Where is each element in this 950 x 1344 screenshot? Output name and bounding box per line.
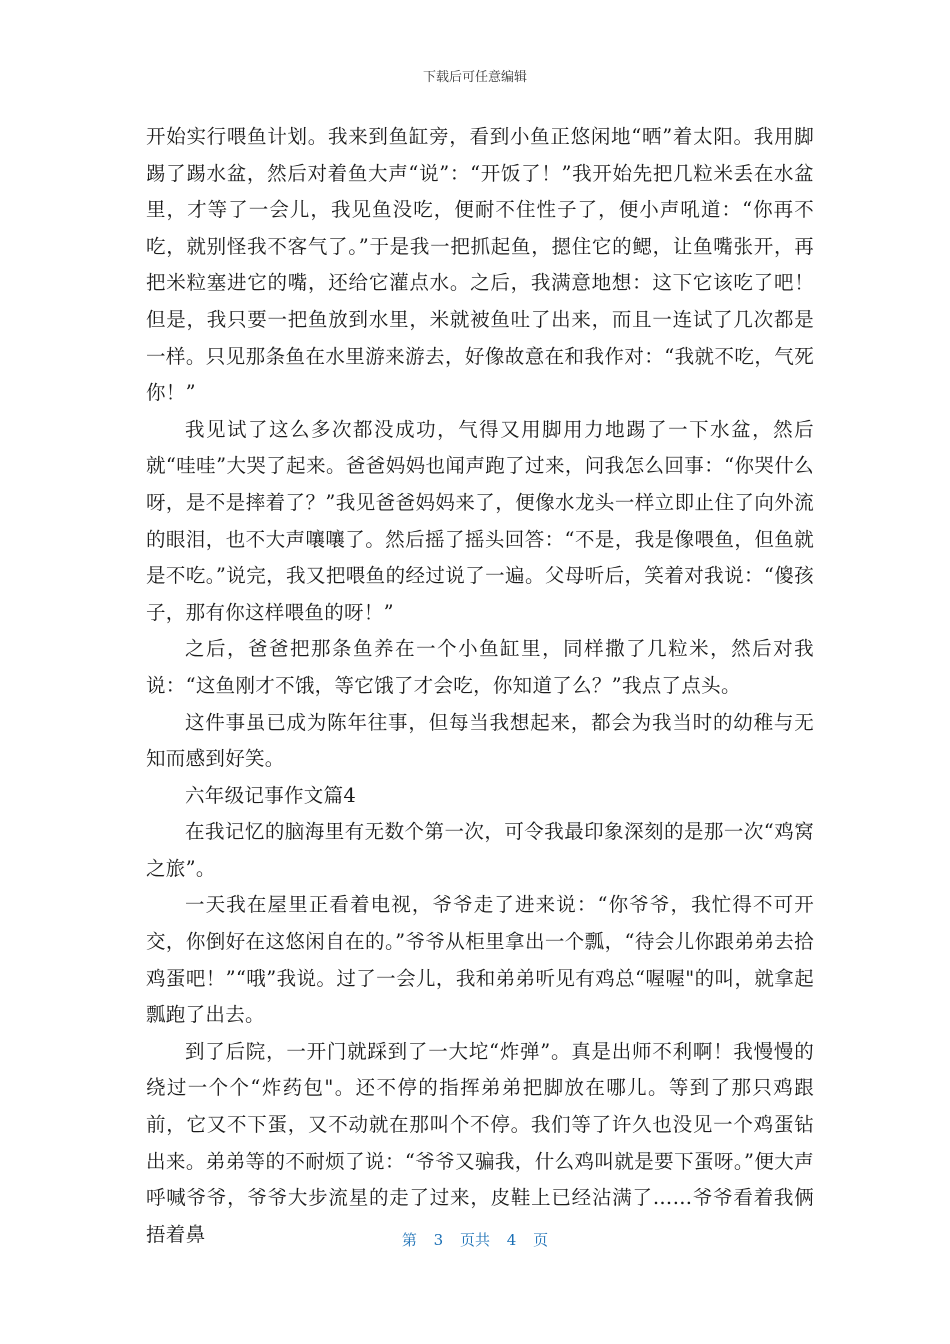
document-body — [146, 119, 814, 1253]
paragraph: 这件事虽已成为陈年往事，但每当我想起来，都会为我当时的幼稚与无知而感到好笑。 — [146, 710, 814, 771]
section-heading: 六年级记事作文篇4 — [185, 783, 357, 807]
paragraph: 一天我在屋里正看着电视，爷爷走了进来说：“你爷爷，我忙得不可开交，你倒好在这悠闲自在的。”爷爷从柜里拿出一个瓢，“待会儿你跟弟弟去拾鸡蛋吧！”“哦”我说。过了一会儿，我和弟弟听见有鸡总“喔喔"的叫，就拿起瓢跑了出去。 — [146, 893, 814, 1027]
page-header-note: 下载后可任意编辑 — [422, 70, 527, 85]
page-number-footer: 第 3 页共 4 页 — [401, 1231, 549, 1249]
paragraph: 之后，爸爸把那条鱼养在一个小鱼缸里，同样撒了几粒米，然后对我说：“这鱼刚才不饿，等它饿了才会吃，你知道了么？”我点了点头。 — [146, 637, 814, 697]
paragraph: 到了后院，一开门就踩到了一大坨“炸弹”。真是出师不利啊！我慢慢的绕过一个个“炸药包"。还不停的指挥弟弟把脚放在哪儿。等到了那只鸡跟前，它又不下蛋，又不动就在那叫个不停。我们等了许久也没见一个鸡蛋钻出来。弟弟等的不耐烦了说：“爷爷又骗我，什么鸡叫就是要下蛋呀。”便大声呼喊爷爷，爷爷大步流星的走了过来，皮鞋上已经沾满了……爷爷看着我俩捂着鼻 — [146, 1039, 814, 1246]
paragraph: 在我记忆的脑海里有无数个第一次，可令我最印象深刻的是那一次“鸡窝之旅”。 — [146, 820, 814, 880]
paragraph: 我见试了这么多次都没成功，气得又用脚用力地踢了一下水盆，然后就“哇哇”大哭了起来。爸爸妈妈也闻声跑了过来，问我怎么回事：“你哭什么呀，是不是摔着了？”我见爸爸妈妈来了，便像水龙头一样立即止住了向外流的眼泪，也不大声嚷嚷了。然后摇了摇头回答：“不是，我是像喂鱼，但鱼就是不吃。”说完，我又把喂鱼的经过说了一遍。父母听后，笑着对我说：“傻孩子，那有你这样喂鱼的呀！” — [146, 417, 814, 624]
paragraph-continued: 开始实行喂鱼计划。我来到鱼缸旁，看到小鱼正悠闲地“晒”着太阳。我用脚踢了踢水盆，然后对着鱼大声“说”：“开饭了！”我开始先把几粒米丢在水盆里，才等了一会儿，我见鱼没吃，便耐不住性子了，便小声吼道：“你再不吃，就别怪我不客气了。”于是我一把抓起鱼，摁住它的鳃，让鱼嘴张开，再把米粒塞进它的嘴，还给它灌点水。之后，我满意地想：这下它该吃了吧！但是，我只要一把鱼放到水里，米就被鱼吐了出来，而且一连试了几次都是一样。只见那条鱼在水里游来游去，好像故意在和我作对：“我就不吃，气死你！” — [146, 125, 814, 405]
